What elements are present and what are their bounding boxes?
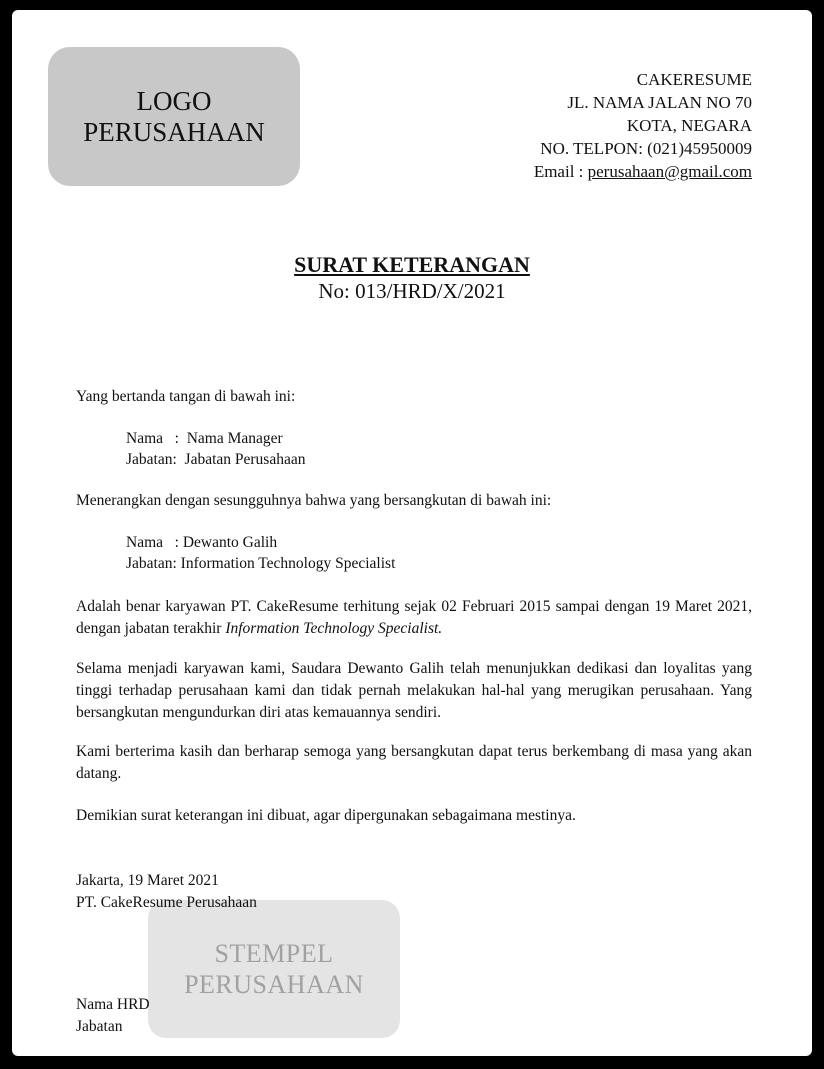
signer-details [126, 428, 305, 470]
document-heading [12, 252, 812, 304]
company-email-row [534, 160, 752, 183]
signature-position: Jabatan [76, 1018, 123, 1035]
email-link[interactable]: perusahaan@gmail.com [587, 162, 752, 181]
signer-name-row: Nama : Nama Manager [126, 430, 283, 447]
document-title: SURAT KETERANGAN [294, 252, 530, 277]
company-name: CAKERESUME [636, 70, 752, 89]
signature-name: Nama HRD [76, 996, 150, 1013]
logo-line-1: LOGO [136, 85, 212, 116]
company-logo-placeholder [48, 47, 300, 186]
signature-company: PT. CakeResume Perusahaan [76, 894, 257, 911]
letter-page [12, 10, 812, 1056]
signer-position-row: Jabatan: Jabatan Perusahaan [126, 451, 306, 468]
intro-text: Yang bertanda tangan di bawah ini: [76, 388, 296, 405]
employee-name-row: Nama : Dewanto Galih [126, 534, 278, 551]
closing-paragraph: Demikian surat keterangan ini dibuat, agar dipergunakan sebagaimana mestinya. [76, 807, 576, 824]
signature-place-date: Jakarta, 19 Maret 2021 [76, 872, 219, 889]
company-stamp-placeholder [148, 900, 400, 1038]
document-number: No: 013/HRD/X/2021 [318, 279, 506, 303]
signature-name-block [76, 994, 150, 1038]
employment-position-text: Information Technology Specialist. [225, 620, 443, 637]
employee-position-row: Jabatan: Information Technology Specialist [126, 555, 396, 572]
signature-place-block [76, 870, 257, 914]
company-phone: NO. TELPON: (021)45950009 [540, 139, 752, 158]
thanks-paragraph: Kami berterima kasih dan berharap semoga yang bersangkutan dapat terus berkembang di masa yang akan datang. [76, 743, 752, 782]
company-letterhead [534, 68, 752, 183]
logo-line-2: PERUSAHAAN [83, 116, 265, 147]
employee-details [126, 532, 395, 574]
employment-paragraph [76, 596, 752, 640]
employment-lead-text: Adalah benar karyawan PT. CakeResume terhitung sejak 02 Februari 2015 sampai dengan 19 Maret 2021, dengan jabatan terakhir [76, 598, 752, 637]
stamp-line-1: STEMPEL [214, 939, 334, 968]
statement-text: Menerangkan dengan sesungguhnya bahwa yang bersangkutan di bawah ini: [76, 492, 552, 509]
dedication-paragraph: Selama menjadi karyawan kami, Saudara Dewanto Galih telah menunjukkan dedikasi dan loyalitas yang tinggi terhadap perusahaan kami dan tidak pernah melakukan hal-hal yang merugikan perusahaan. Yang bersangkutan mengundurkan diri atas kemauannya sendiri. [76, 660, 752, 721]
company-address: JL. NAMA JALAN NO 70 [567, 93, 752, 112]
email-label: Email : [533, 162, 588, 181]
stamp-line-2: PERUSAHAAN [184, 970, 364, 999]
company-city: KOTA, NEGARA [626, 116, 752, 135]
